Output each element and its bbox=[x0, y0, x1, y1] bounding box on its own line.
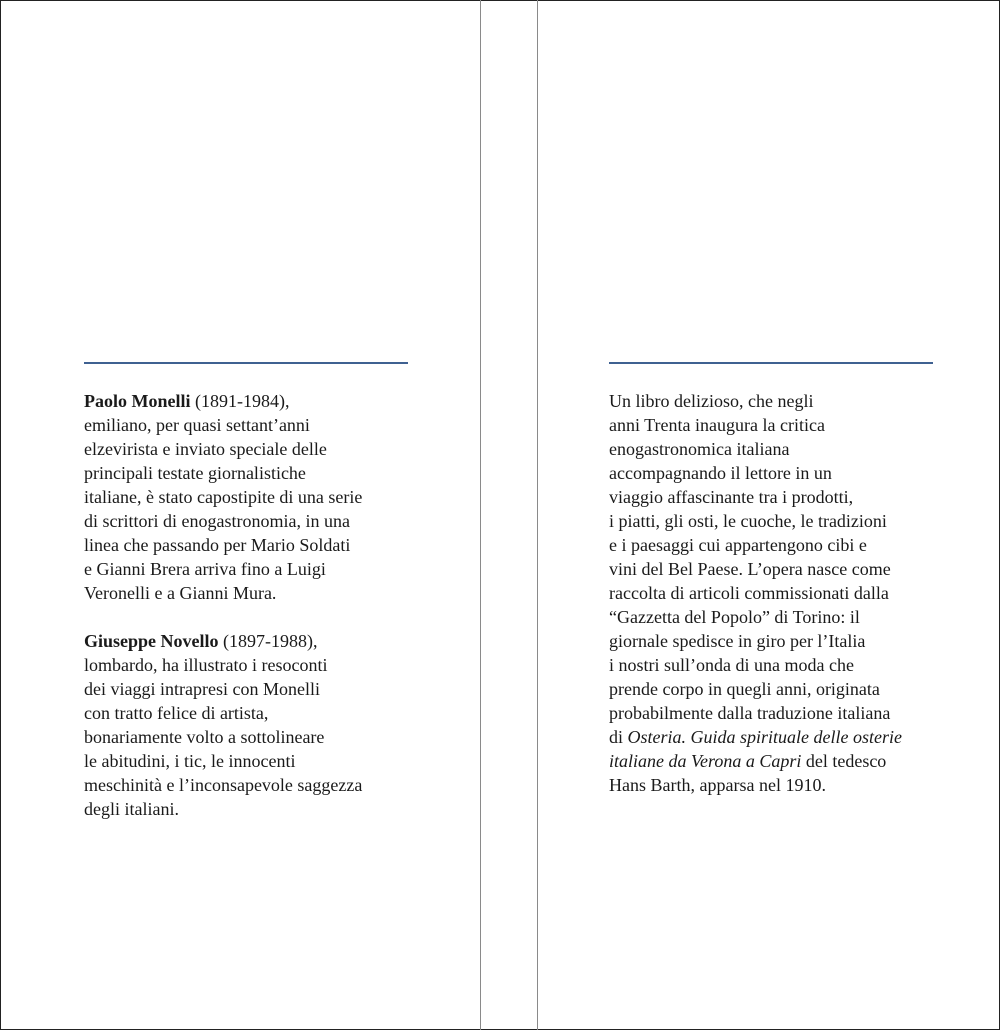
desc-line: viaggio affascinante tra i prodotti, bbox=[609, 487, 854, 507]
fold-line-left bbox=[480, 0, 481, 1030]
desc-line: prende corpo in quegli anni, originata bbox=[609, 679, 880, 699]
monelli-heading bbox=[84, 389, 464, 413]
desc-line: giornale spedisce in giro per l’Italia bbox=[609, 631, 866, 651]
left-column bbox=[84, 389, 464, 821]
desc-line: accompagnando il lettore in un bbox=[609, 463, 832, 483]
desc-line bbox=[609, 749, 989, 773]
novello-heading bbox=[84, 629, 464, 653]
bio-line: Veronelli e a Gianni Mura. bbox=[84, 583, 277, 603]
author-dates: (1891-1984), bbox=[195, 391, 290, 411]
bio-line: con tratto felice di artista, bbox=[84, 703, 269, 723]
desc-line: “Gazzetta del Popolo” di Torino: il bbox=[609, 607, 860, 627]
bio-line: italiane, è stato capostipite di una serie bbox=[84, 487, 363, 507]
desc-prefix: di bbox=[609, 727, 628, 747]
fold-line-right bbox=[537, 0, 538, 1030]
desc-line: probabilmente dalla traduzione italiana bbox=[609, 703, 891, 723]
desc-line bbox=[609, 725, 989, 749]
bio-line: le abitudini, i tic, le innocenti bbox=[84, 751, 296, 771]
novello-bio bbox=[84, 629, 464, 821]
desc-line: Hans Barth, apparsa nel 1910. bbox=[609, 775, 826, 795]
bio-line: elzevirista e inviato speciale delle bbox=[84, 439, 327, 459]
bio-line: dei viaggi intrapresi con Monelli bbox=[84, 679, 320, 699]
bio-line: e Gianni Brera arriva fino a Luigi bbox=[84, 559, 326, 579]
book-title-italic: Osteria. Guida spirituale delle osterie bbox=[627, 727, 902, 747]
bio-line: degli italiani. bbox=[84, 799, 179, 819]
bio-line: linea che passando per Mario Soldati bbox=[84, 535, 351, 555]
right-column bbox=[609, 389, 989, 797]
bio-line: di scrittori di enogastronomia, in una bbox=[84, 511, 350, 531]
desc-line: Un libro delizioso, che negli bbox=[609, 391, 814, 411]
book-description bbox=[609, 389, 989, 797]
illustrator-dates: (1897-1988), bbox=[223, 631, 318, 651]
desc-line: i piatti, gli osti, le cuoche, le tradizioni bbox=[609, 511, 887, 531]
desc-line: raccolta di articoli commissionati dalla bbox=[609, 583, 889, 603]
bio-line: emiliano, per quasi settant’anni bbox=[84, 415, 310, 435]
bio-line: lombardo, ha illustrato i resoconti bbox=[84, 655, 328, 675]
desc-line: enogastronomica italiana bbox=[609, 439, 790, 459]
monelli-bio bbox=[84, 389, 464, 605]
bio-line: principali testate giornalistiche bbox=[84, 463, 306, 483]
desc-line: i nostri sull’onda di una moda che bbox=[609, 655, 854, 675]
desc-suffix: del tedesco bbox=[801, 751, 887, 771]
right-rule bbox=[609, 362, 933, 364]
desc-line: e i paesaggi cui appartengono cibi e bbox=[609, 535, 867, 555]
illustrator-name: Giuseppe Novello bbox=[84, 631, 219, 651]
book-title-italic-cont: italiane da Verona a Capri bbox=[609, 751, 802, 771]
desc-line: vini del Bel Paese. L’opera nasce come bbox=[609, 559, 891, 579]
bio-line: meschinità e l’inconsapevole saggezza bbox=[84, 775, 363, 795]
left-rule bbox=[84, 362, 408, 364]
bio-line: bonariamente volto a sottolineare bbox=[84, 727, 325, 747]
author-name: Paolo Monelli bbox=[84, 391, 191, 411]
desc-line: anni Trenta inaugura la critica bbox=[609, 415, 825, 435]
